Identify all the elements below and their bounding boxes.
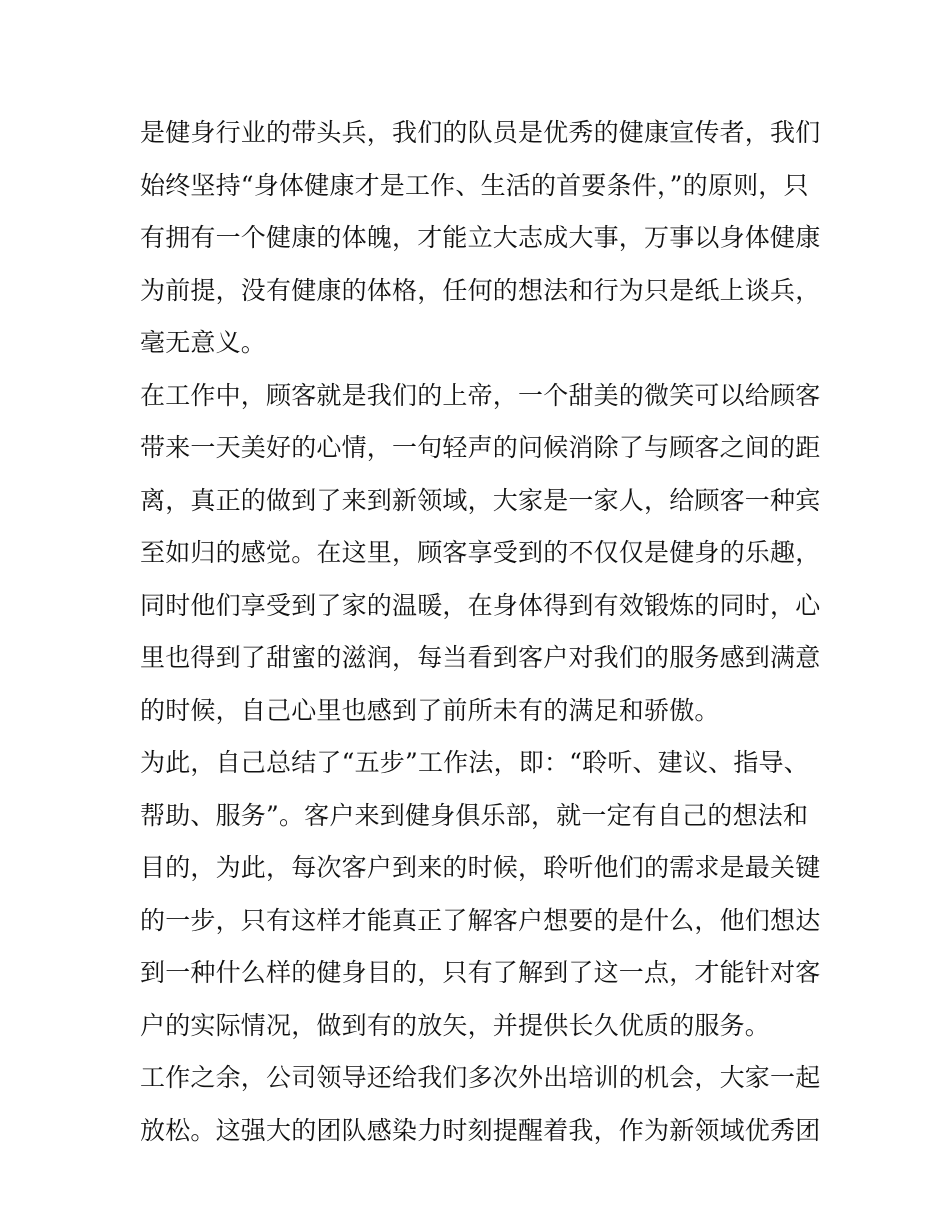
text-line: 的时候，自己心里也感到了前所未有的满足和骄傲。 [140,695,720,725]
text-line: 始终坚持“身体健康才是工作、生活的首要条件，”的原则，只 [140,170,809,200]
text-line: 至如归的感觉。在这里，顾客享受到的不仅仅是健身的乐趣， [140,538,821,567]
text-line: 的一步，只有这样才能真正了解客户想要的是什么，他们想达 [140,905,821,935]
text-line: 同时他们享受到了家的温暖，在身体得到有效锻炼的同时，心 [140,590,821,620]
text-line: 里也得到了甜蜜的滋润，每当看到客户对我们的服务感到满意 [140,643,821,672]
text-line: 毫无意义。 [140,328,267,357]
text-line: 户的实际情况，做到有的放矢，并提供长久优质的服务。 [140,1010,771,1040]
text-line: 在工作中，顾客就是我们的上帝，一个甜美的微笑可以给顾客 [140,380,821,410]
text-line: 有拥有一个健康的体魄，才能立大志成大事，万事以身体健康 [140,223,821,252]
text-line: 是健身行业的带头兵，我们的队员是优秀的健康宣传者，我们 [140,118,821,147]
text-line: 放松。这强大的团队感染力时刻提醒着我，作为新领域优秀团 [140,1115,821,1145]
text-line: 为此，自己总结了“五步”工作法，即：“聆听、建议、指导、 [140,748,809,777]
text-line: 到一种什么样的健身目的，只有了解到了这一点，才能针对客 [140,958,821,987]
text-line: 离，真正的做到了来到新领域，大家是一家人，给顾客一种宾 [140,485,821,515]
text-line: 工作之余，公司领导还给我们多次外出培训的机会，大家一起 [140,1063,821,1092]
body-text [140,107,820,1157]
text-line: 为前提，没有健康的体格，任何的想法和行为只是纸上谈兵， [140,275,821,305]
text-line: 目的，为此，每次客户到来的时候，聆听他们的需求是最关键 [140,853,821,882]
text-line: 帮助、服务”。客户来到健身俱乐部，就一定有自己的想法和 [140,800,809,830]
text-line: 带来一天美好的心情，一句轻声的问候消除了与顾客之间的距 [140,433,821,462]
